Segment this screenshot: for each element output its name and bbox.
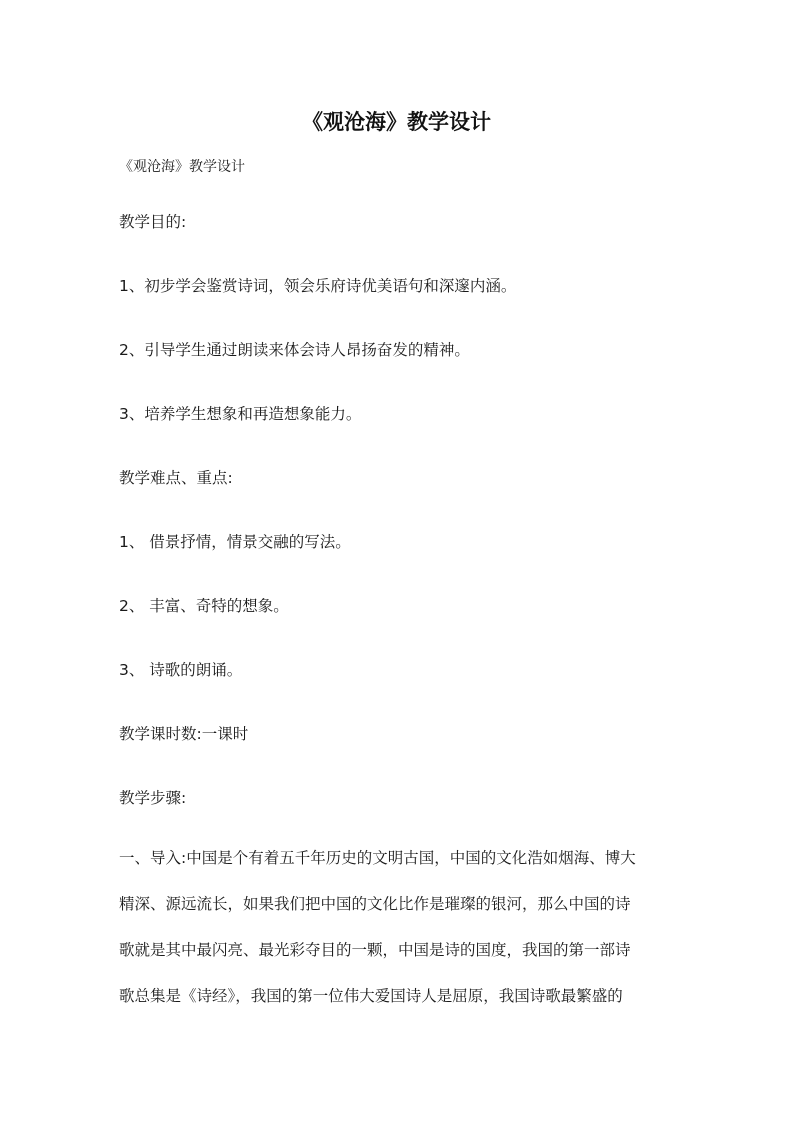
document-subtitle: 《观沧海》教学设计 bbox=[119, 159, 245, 175]
key-point-item-1: 1、 借景抒情，情景交融的写法。 bbox=[119, 533, 351, 551]
intro-paragraph bbox=[119, 846, 671, 1030]
objectives-heading: 教学目的: bbox=[119, 213, 187, 231]
key-points-heading: 教学难点、重点: bbox=[119, 469, 233, 487]
key-point-item-3: 3、 诗歌的朗诵。 bbox=[119, 661, 243, 679]
intro-line: 精深、源远流长，如果我们把中国的文化比作是璀璨的银河，那么中国的诗 bbox=[119, 895, 631, 913]
key-point-item-2: 2、 丰富、奇特的想象。 bbox=[119, 597, 289, 615]
objective-item-2: 2、引导学生通过朗读来体会诗人昂扬奋发的精神。 bbox=[119, 341, 470, 359]
steps-heading: 教学步骤: bbox=[119, 789, 187, 807]
document-title: 《观沧海》教学设计 bbox=[302, 110, 491, 134]
class-hours: 教学课时数:一课时 bbox=[119, 725, 249, 743]
objective-item-3: 3、培养学生想象和再造想象能力。 bbox=[119, 405, 362, 423]
intro-line: 歌就是其中最闪亮、最光彩夺目的一颗，中国是诗的国度，我国的第一部诗 bbox=[119, 941, 631, 959]
objective-item-1: 1、初步学会鉴赏诗词，领会乐府诗优美语句和深邃内涵。 bbox=[119, 277, 517, 295]
intro-line: 一、导入:中国是个有着五千年历史的文明古国，中国的文化浩如烟海、博大 bbox=[119, 849, 636, 867]
intro-line: 歌总集是《诗经》，我国的第一位伟大爱国诗人是屈原，我国诗歌最繁盛的 bbox=[119, 987, 623, 1005]
